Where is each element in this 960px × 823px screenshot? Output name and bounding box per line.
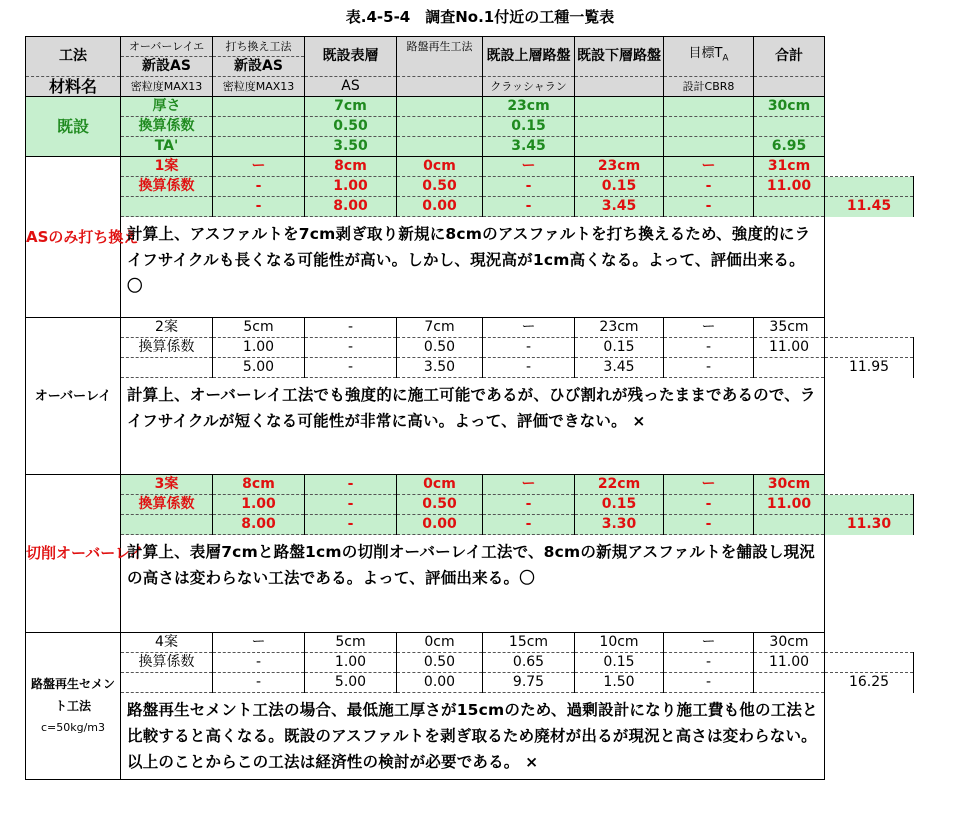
header-kisetsu-lower: 既設下層路盤: [575, 37, 664, 77]
cell: 1案: [121, 157, 213, 177]
cell: -: [305, 515, 397, 535]
plan-3-row-ta: [26, 515, 914, 535]
material-lower: [575, 77, 664, 97]
cell: 0.00: [397, 673, 483, 693]
cell: 15cm: [483, 633, 575, 653]
cell: [754, 117, 825, 137]
cell: 0.50: [397, 653, 483, 673]
cell: -: [305, 318, 397, 338]
cell: 0cm: [397, 633, 483, 653]
cell: 8.00: [305, 197, 397, 217]
cell: 3.30: [575, 515, 664, 535]
cell: 23cm: [483, 97, 575, 117]
cell: -: [483, 495, 575, 515]
cell: 8.00: [213, 515, 305, 535]
cell: -: [664, 653, 754, 673]
cell: 換算係数: [121, 338, 213, 358]
header-roban-saisei: 路盤再生工法: [397, 37, 483, 77]
cell: 0.00: [397, 515, 483, 535]
plan-4-row-ta: [26, 673, 914, 693]
cell: 0cm: [397, 157, 483, 177]
existing-row-coef: [26, 117, 914, 137]
cell: -: [213, 673, 305, 693]
cell: [397, 97, 483, 117]
cell: [825, 338, 914, 358]
cell: 3.45: [483, 137, 575, 157]
plan-1-row-ta: [26, 197, 914, 217]
cell: [825, 653, 914, 673]
cell: [575, 117, 664, 137]
plan-3-row-thickness: [26, 475, 914, 495]
plan-4-note: 路盤再生セメント工法の場合、最低施工厚さが15cmのため、過剰設計になり施工費も他の工法と比較すると高くなる。既設のアスファルトを剥ぎ取るため廃材が出るが現況と高さは変わらない。以上のことからこの工法は経済性の検討が必要である。 ×: [121, 693, 825, 780]
cell: [575, 97, 664, 117]
cell: 7cm: [397, 318, 483, 338]
header-overlay-top: オーバーレイエ: [121, 37, 213, 57]
header-total: 合計: [754, 37, 825, 77]
cell: [397, 117, 483, 137]
cell: [575, 137, 664, 157]
plan-3-note: 計算上、表層7cmと路盤1cmの切削オーバーレイ工法で、8cmの新規アスファルトを舗設し現況の高さは変わらない工法である。よって、評価出来る。〇: [121, 535, 825, 633]
cell: -: [664, 495, 754, 515]
cell: 5cm: [213, 318, 305, 338]
cell: [213, 137, 305, 157]
material-upper: クラッシャラン: [483, 77, 575, 97]
cell: 11.45: [825, 197, 914, 217]
existing-row-name: 換算係数: [121, 117, 213, 137]
cell: 0.50: [397, 495, 483, 515]
cell: 16.25: [825, 673, 914, 693]
cell: [825, 495, 914, 515]
material-surface: AS: [305, 77, 397, 97]
cell: 1.00: [305, 177, 397, 197]
cell: -: [664, 673, 754, 693]
cell: -: [213, 197, 305, 217]
plan-1-row-thickness: [26, 157, 914, 177]
cell: 31cm: [754, 157, 825, 177]
cell: ー: [213, 157, 305, 177]
header-kisetsu-surface: 既設表層: [305, 37, 397, 77]
cell: ー: [483, 475, 575, 495]
header-uchikae-new: 新設AS: [213, 57, 305, 77]
cell: -: [483, 177, 575, 197]
plan-4-label-sub: c=50kg/m3: [40, 721, 106, 734]
cell: [664, 137, 754, 157]
plan-1-label: ASのみ打ち換え: [26, 157, 121, 318]
material-total: [754, 77, 825, 97]
cell: [754, 358, 825, 378]
cell: 5.00: [213, 358, 305, 378]
cell: 0.15: [575, 177, 664, 197]
cell: -: [213, 177, 305, 197]
cell: 9.75: [483, 673, 575, 693]
cell: 0cm: [397, 475, 483, 495]
cell: [397, 137, 483, 157]
existing-row-ta: [26, 137, 914, 157]
cell: 0.15: [575, 653, 664, 673]
header-target-label: 目標T: [688, 46, 723, 62]
plan-4-label: 路盤再生セメント工法: [30, 677, 115, 713]
cell: ー: [664, 318, 754, 338]
cell: 35cm: [754, 318, 825, 338]
material-name-label: 材料名: [26, 77, 121, 97]
material-overlay: 密粒度MAX13: [121, 77, 213, 97]
cell: 3.45: [575, 197, 664, 217]
plan-3-label: 切削オーバーレイ: [26, 475, 121, 633]
table-title: 表.4-5-4 調査No.1付近の工種一覧表: [345, 8, 615, 26]
cell: 11.95: [825, 358, 914, 378]
cell: 0.65: [483, 653, 575, 673]
cell: [121, 673, 213, 693]
cell: 11.00: [754, 495, 825, 515]
plan-4-row-coef: [26, 653, 914, 673]
cell: [754, 515, 825, 535]
plan-2-row-ta: [26, 358, 914, 378]
cell: 3.50: [305, 137, 397, 157]
cell: [121, 358, 213, 378]
plan-4-row-thickness: [26, 633, 914, 653]
cell: 11.00: [754, 338, 825, 358]
cell: ー: [483, 157, 575, 177]
existing-row-name: 厚さ: [121, 97, 213, 117]
cell: 換算係数: [121, 495, 213, 515]
cell: 1.50: [575, 673, 664, 693]
cell: [664, 97, 754, 117]
plan-2-label: オーバーレイ: [26, 318, 121, 475]
work-type-table: [25, 36, 914, 780]
cell: 0.15: [575, 495, 664, 515]
cell: 換算係数: [121, 177, 213, 197]
cell: 2案: [121, 318, 213, 338]
cell: [213, 117, 305, 137]
plan-3-note-row: [26, 535, 914, 633]
cell: 6.95: [754, 137, 825, 157]
cell: ー: [213, 633, 305, 653]
cell: 5cm: [305, 633, 397, 653]
header-koho: 工法: [26, 37, 121, 77]
cell: 8cm: [305, 157, 397, 177]
cell: -: [664, 197, 754, 217]
cell: 8cm: [213, 475, 305, 495]
cell: ー: [664, 157, 754, 177]
cell: 換算係数: [121, 653, 213, 673]
cell: -: [305, 475, 397, 495]
cell: -: [664, 515, 754, 535]
material-target: 設計CBR8: [664, 77, 754, 97]
cell: 0.50: [397, 177, 483, 197]
header-target-sub: A: [722, 53, 729, 64]
material-uchikae: 密粒度MAX13: [213, 77, 305, 97]
cell: 30cm: [754, 475, 825, 495]
cell: 23cm: [575, 157, 664, 177]
cell: 0.50: [305, 117, 397, 137]
cell: ー: [664, 475, 754, 495]
cell: 3.45: [575, 358, 664, 378]
header-overlay-new: 新設AS: [121, 57, 213, 77]
material-roban: [397, 77, 483, 97]
cell: 0.15: [575, 338, 664, 358]
cell: 11.30: [825, 515, 914, 535]
plan-3-row-coef: [26, 495, 914, 515]
existing-row-thickness: [26, 97, 914, 117]
plan-2-row-thickness: [26, 318, 914, 338]
plan-2-note: 計算上、オーバーレイ工法でも強度的に施工可能であるが、ひび割れが残ったままであるので、ライフサイクルが短くなる可能性が非常に高い。よって、評価できない。 ×: [121, 378, 825, 475]
cell: 1.00: [213, 495, 305, 515]
cell: 1.00: [213, 338, 305, 358]
cell: -: [483, 197, 575, 217]
cell: [213, 97, 305, 117]
cell: 23cm: [575, 318, 664, 338]
cell: 5.00: [305, 673, 397, 693]
cell: 0.00: [397, 197, 483, 217]
cell: 1.00: [305, 653, 397, 673]
cell: -: [305, 338, 397, 358]
cell: 4案: [121, 633, 213, 653]
cell: -: [664, 338, 754, 358]
cell: -: [664, 358, 754, 378]
cell: ー: [664, 633, 754, 653]
cell: [754, 673, 825, 693]
cell: 30cm: [754, 97, 825, 117]
header-kisetsu-upper: 既設上層路盤: [483, 37, 575, 77]
cell: [121, 197, 213, 217]
cell: [664, 117, 754, 137]
plan-4-label-cell: [26, 633, 121, 780]
existing-label: 既設: [26, 97, 121, 157]
header-uchikae-top: 打ち換え工法: [213, 37, 305, 57]
cell: -: [483, 358, 575, 378]
cell: 11.00: [754, 177, 825, 197]
cell: 30cm: [754, 633, 825, 653]
plan-2-note-row: [26, 378, 914, 475]
cell: 11.00: [754, 653, 825, 673]
cell: [121, 515, 213, 535]
cell: [754, 197, 825, 217]
cell: 3.50: [397, 358, 483, 378]
cell: -: [483, 338, 575, 358]
plan-1-note-row: [26, 217, 914, 318]
cell: 3案: [121, 475, 213, 495]
plan-4-note-row: [26, 693, 914, 780]
cell: 0.50: [397, 338, 483, 358]
cell: ー: [483, 318, 575, 338]
plan-1-row-coef: [26, 177, 914, 197]
cell: -: [305, 358, 397, 378]
cell: -: [664, 177, 754, 197]
cell: 7cm: [305, 97, 397, 117]
cell: 22cm: [575, 475, 664, 495]
plan-2-row-coef: [26, 338, 914, 358]
cell: [825, 177, 914, 197]
cell: 10cm: [575, 633, 664, 653]
cell: -: [305, 495, 397, 515]
header-target: [664, 37, 754, 77]
cell: -: [213, 653, 305, 673]
plan-1-note: 計算上、アスファルトを7cm剥ぎ取り新規に8cmのアスファルトを打ち換えるため、強度的にライフサイクルも長くなる可能性が高い。しかし、現況高が1cm高くなる。よって、評価出来る。〇: [121, 217, 825, 318]
cell: -: [483, 515, 575, 535]
cell: 0.15: [483, 117, 575, 137]
existing-row-name: TA': [121, 137, 213, 157]
